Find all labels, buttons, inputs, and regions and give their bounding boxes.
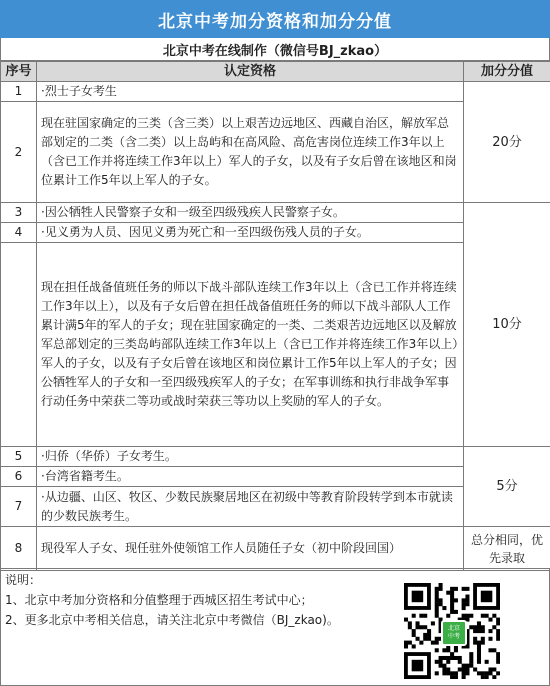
qr-code (404, 583, 500, 679)
page-title: 北京中考加分资格和加分分值 (0, 0, 550, 38)
score-cell: 10分 (464, 203, 550, 447)
notes-line-2: 2、更多北京中考相关信息，请关注北京中考微信（BJ_zkao)。 (5, 613, 339, 627)
row-qualification: 现役军人子女、现任驻外使领馆工作人员随任子女（初中阶段回国） (37, 527, 464, 571)
header-index: 序号 (1, 62, 37, 82)
score-cell: 20分 (464, 82, 550, 203)
notes-line-1: 1、北京中考加分资格和分值整理于西城区招生考试中心； (5, 593, 313, 607)
table-row (1, 527, 550, 571)
qr-logo-line-2: 中考 (447, 633, 460, 640)
row-qualification: ·归侨（华侨）子女考生。 (37, 447, 464, 467)
score-cell: 总分相同，优先录取 (464, 527, 550, 571)
row-qualification: 现在担任战备值班任务的师以下战斗部队连续工作3年以上（含已工作并将连续工作3年以上），以及有子女后曾在担任战备值班任务的师以下战斗部队人工作累计满5年的军人的子女；现在驻国家确定的一类、二类艰苦边远地区以及解放军总部划定的三类岛屿部队连续工作3年以上（含已工作并将连续工作3年以上）军人的子女，以及有子女后曾在该地区和岗位累计工作5年以上军人的子女；因公牺牲军人的子女和一至四级残疾军人的子女；在军事训练和执行非战争军事行动任务中荣获二等功或战时荣获三等功以上奖励的军人的子女。 (37, 243, 464, 447)
row-number (1, 243, 37, 447)
row-number: 8 (1, 527, 37, 571)
row-number: 2 (1, 102, 37, 203)
score-cell: 5分 (464, 447, 550, 527)
table-row (1, 203, 550, 223)
notes-heading: 说明： (5, 573, 42, 587)
page-subtitle: 北京中考在线制作（微信号BJ_zkao） (0, 38, 550, 61)
table-row (1, 82, 550, 102)
row-number: 4 (1, 223, 37, 243)
row-number: 7 (1, 487, 37, 527)
row-number: 5 (1, 447, 37, 467)
header-score: 加分分值 (464, 62, 550, 82)
header-qualification: 认定资格 (37, 62, 464, 82)
qr-logo (441, 620, 467, 646)
row-number: 6 (1, 467, 37, 487)
qualification-table (0, 61, 550, 571)
table-row (1, 447, 550, 467)
row-qualification: ·台湾省籍考生。 (37, 467, 464, 487)
qr-logo-line-1: 北京 (447, 625, 460, 632)
row-number: 3 (1, 203, 37, 223)
row-qualification: ·见义勇为人员、因见义勇为死亡和一至四级伤残人员的子女。 (37, 223, 464, 243)
row-qualification: ·因公牺牲人民警察子女和一级至四级残疾人民警察子女。 (37, 203, 464, 223)
table-header-row (1, 62, 550, 82)
row-qualification: ·从边疆、山区、牧区、少数民族聚居地区在初级中等教育阶段转学到本市就读的少数民族考生。 (37, 487, 464, 527)
row-qualification: ·烈士子女考生 (37, 82, 464, 102)
row-qualification: 现在驻国家确定的三类（含三类）以上艰苦边远地区、西藏自治区，解放军总部划定的二类（含二类）以上岛屿和在高风险、高危害岗位连续工作3年以上（含已工作并将连续工作3年以上）军人的子女，以及有子女后曾在该地区和岗位累计工作5年以上军人的子女。 (37, 102, 464, 203)
row-number: 1 (1, 82, 37, 102)
